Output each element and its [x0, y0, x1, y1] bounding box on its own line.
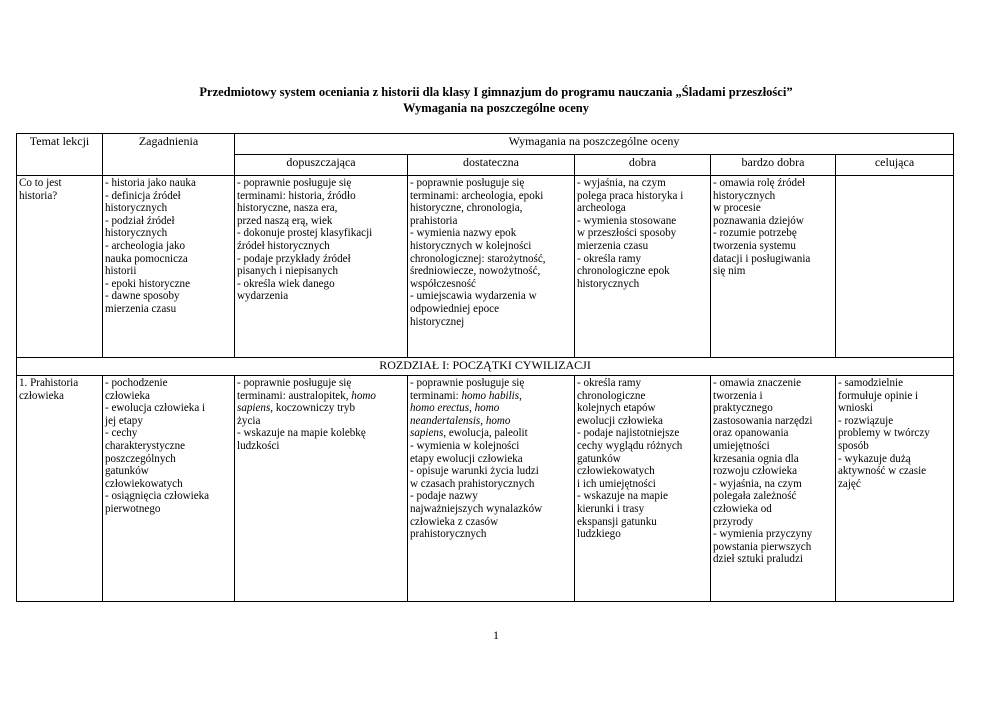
text-line: ekspansji gatunku: [577, 515, 657, 528]
text-line: poszczególnych: [105, 452, 176, 465]
cell-grade-6: [836, 176, 954, 358]
text-line: - rozwiązuje: [838, 414, 894, 427]
text-line: w procesie: [713, 202, 761, 215]
text-run: ,: [519, 389, 522, 402]
text-line: historycznych: [105, 202, 168, 215]
text-line: przyrody: [713, 515, 754, 528]
text-line: sposób: [838, 439, 869, 452]
text-line: [237, 402, 405, 415]
text-run: ,: [480, 414, 486, 427]
text-line: charakterystyczne: [105, 439, 186, 452]
text-line: [410, 390, 572, 403]
text-line: zajęć: [838, 477, 861, 490]
header-grade-6: celująca: [836, 155, 954, 176]
requirements-table: [16, 133, 954, 602]
header-topic: Temat lekcji: [17, 134, 103, 176]
text-line: - podaje najistotniejsze: [577, 427, 680, 440]
text-run: ,: [469, 402, 475, 415]
text-line: - podział źródeł: [105, 214, 175, 227]
text-lines: [237, 415, 405, 453]
text-line: przed naszą erą, wiek: [237, 214, 333, 227]
text-line: - dokonuje prostej klasyfikacji: [237, 227, 373, 240]
text-line: - określa ramy: [577, 377, 642, 389]
text-line: powstania pierwszych: [713, 540, 812, 553]
text-line: ludzkości: [237, 439, 280, 452]
text-line: krzesania ognia dla: [713, 452, 799, 465]
text-line: prahistorycznych: [410, 528, 487, 541]
text-run: terminami:: [410, 389, 462, 402]
text-line: człowieka od: [713, 502, 772, 515]
text-line: - wyjaśnia, na czym: [577, 177, 666, 189]
header-requirements: Wymagania na poszczególne oceny: [235, 134, 954, 155]
text-line: polega praca historyka i: [577, 189, 684, 202]
text-run: , ewolucja, paleolit: [443, 427, 528, 440]
document-subtitle: Wymagania na poszczególne oceny: [403, 101, 589, 115]
text-line: [410, 427, 572, 440]
text-line: w przeszłości sposoby: [577, 227, 677, 240]
text-line: terminami: archeologia, epoki: [410, 189, 544, 202]
cell-topic: [17, 376, 103, 602]
text-line: - wyjaśnia, na czym: [713, 477, 802, 490]
text-line: pisanych i niepisanych: [237, 265, 339, 278]
text-line: cechy wyglądu różnych: [577, 439, 683, 452]
text-line: prahistoria: [410, 214, 458, 227]
text-line: źródeł historycznych: [237, 239, 330, 252]
text-line: [237, 390, 405, 403]
text-line: gatunków: [577, 452, 621, 465]
cell-issues: [103, 176, 235, 358]
text-line: ludzkiego: [577, 528, 621, 541]
text-line: wnioski: [838, 402, 874, 415]
text-line: - podaje nazwy: [410, 490, 478, 503]
text-line: historycznych: [713, 189, 776, 202]
text-line: ewolucji człowieka: [577, 414, 663, 427]
text-line: jej etapy: [105, 414, 143, 427]
text-line: się nim: [713, 265, 746, 278]
text-line: - poprawnie posługuje się: [410, 177, 525, 189]
text-line: rozwoju człowieka: [713, 465, 798, 478]
cell-topic: [17, 176, 103, 358]
text-run-italic: sapiens: [237, 402, 271, 415]
text-line: poznawania dziejów: [713, 214, 804, 227]
text-line: problemy w twórczy: [838, 427, 930, 440]
text-line: historii: [105, 265, 137, 278]
text-line: - historia jako nauka: [105, 177, 196, 189]
text-line: - opisuje warunki życia ludzi: [410, 465, 539, 478]
text-line: - dawne sposoby: [105, 290, 180, 303]
text-line: pierwotnego: [105, 502, 161, 515]
text-line: - wskazuje na mapie kolebkę: [237, 427, 366, 440]
text-line: chronologiczne epok: [577, 265, 670, 278]
text-line: - wymienia przyczyny: [713, 528, 813, 541]
text-line: człowieka z czasów: [410, 515, 499, 528]
table-row: [17, 376, 954, 602]
document-title: Przedmiotowy system oceniania z historii dla klasy I gimnazjum do programu nauczania „Śladami przeszłości”: [199, 85, 793, 99]
text-run-italic: homo erectus: [410, 402, 470, 415]
text-line: współczesność: [410, 277, 476, 290]
text-line: historycznej: [410, 315, 465, 328]
text-line: kolejnych etapów: [577, 402, 656, 415]
text-line: nauka pomocnicza: [105, 252, 188, 265]
text-line: historycznych: [105, 227, 168, 240]
text-line: wydarzenia: [237, 290, 289, 303]
cell-grade-2: [235, 376, 408, 602]
text-line: Co to jest: [19, 177, 62, 189]
text-line: - określa wiek danego: [237, 277, 335, 290]
text-line: oraz opanowania: [713, 427, 789, 440]
text-line: - wskazuje na mapie: [577, 490, 668, 503]
text-line: chronologiczne: [577, 389, 646, 402]
text-line: - archeologia jako: [105, 239, 186, 252]
text-line: najważniejszych wynalazków: [410, 502, 543, 515]
text-line: dzieł sztuki praludzi: [713, 553, 803, 566]
text-line: praktycznego: [713, 402, 773, 415]
header-grade-3: dostateczna: [408, 155, 575, 176]
text-line: - poprawnie posługuje się: [410, 377, 525, 389]
header-grade-4: dobra: [575, 155, 711, 176]
cell-grade-5: [711, 176, 836, 358]
text-line: i ich umiejętności: [577, 477, 656, 490]
text-line: człowieka: [105, 389, 150, 402]
cell-grade-4: [575, 376, 711, 602]
text-line: tworzenia i: [713, 389, 763, 402]
text-line: 1. Prahistoria: [19, 377, 79, 389]
text-line: chronologicznej: starożytność,: [410, 252, 546, 265]
cell-grade-5: [711, 376, 836, 602]
text-line: historycznych: [577, 277, 640, 290]
table-row: [17, 176, 954, 358]
text-line: archeologa: [577, 202, 626, 215]
text-line: umiejętności: [713, 439, 770, 452]
text-line: - podaje przykłady źródeł: [237, 252, 351, 265]
text-line: aktywność w czasie: [838, 465, 927, 478]
text-line: - wymienia stosowane: [577, 214, 677, 227]
text-line: formułuje opinie i: [838, 389, 919, 402]
text-run-italic: homo: [485, 414, 511, 427]
cell-grade-3: [408, 376, 575, 602]
header-grade-5: bardzo dobra: [711, 155, 836, 176]
text-line: życia: [237, 414, 261, 427]
text-line: - określa ramy: [577, 252, 642, 265]
text-line: - poprawnie posługuje się: [237, 377, 352, 389]
text-line: - omawia rolę źródeł: [713, 177, 806, 189]
text-line: - rozumie potrzebę: [713, 227, 797, 240]
text-run-italic: homo habilis: [461, 389, 520, 402]
text-line: - omawia znaczenie: [713, 377, 802, 389]
text-line: polegała zależność: [713, 490, 797, 503]
text-run: , koczowniczy tryb: [270, 402, 355, 415]
text-line: - wymienia w kolejności: [410, 439, 520, 452]
text-line: historycznych w kolejności: [410, 239, 532, 252]
cell-grade-4: [575, 176, 711, 358]
text-line: kierunki i trasy: [577, 502, 645, 515]
text-line: historyczne, chronologia,: [410, 202, 523, 215]
text-line: - wykazuje dużą: [838, 452, 911, 465]
text-line: średniowiecze, nowożytność,: [410, 265, 541, 278]
chapter-heading: ROZDZIAŁ I: POCZĄTKI CYWILIZACJI: [17, 358, 954, 376]
text-line: - pochodzenie: [105, 377, 168, 389]
text-line: człowiekowatych: [577, 465, 655, 478]
text-line: [410, 415, 572, 428]
text-line: etapy ewolucji człowieka: [410, 452, 523, 465]
text-line: zastosowania narzędzi: [713, 414, 813, 427]
cell-grade-2: [235, 176, 408, 358]
text-line: tworzenia systemu: [713, 239, 796, 252]
text-line: datacji i posługiwania: [713, 252, 811, 265]
text-line: - ewolucja człowieka i: [105, 402, 206, 415]
text-line: - wymienia nazwy epok: [410, 227, 517, 240]
text-line: historia?: [19, 189, 58, 202]
text-run-italic: homo: [474, 402, 500, 415]
text-line: - epoki historyczne: [105, 277, 191, 290]
cell-issues: [103, 376, 235, 602]
cell-grade-6: [836, 376, 954, 602]
text-run-italic: sapiens: [410, 427, 444, 440]
text-lines: [410, 440, 572, 541]
cell-grade-3: [408, 176, 575, 358]
text-line: - definicja źródeł: [105, 189, 181, 202]
text-line: terminami: historia, źródło: [237, 189, 356, 202]
text-line: mierzenia czasu: [577, 239, 649, 252]
text-line: gatunków: [105, 465, 149, 478]
text-line: - cechy: [105, 427, 138, 440]
text-run-italic: neandertalensis: [410, 414, 481, 427]
text-line: - samodzielnie: [838, 377, 903, 389]
text-run: terminami: australopitek,: [237, 389, 352, 402]
text-line: mierzenia czasu: [105, 302, 177, 315]
header-issues: Zagadnienia: [103, 134, 235, 176]
text-line: - poprawnie posługuje się: [237, 177, 352, 189]
text-run-italic: homo: [351, 389, 376, 402]
text-line: - osiągnięcia człowieka: [105, 490, 210, 503]
text-line: w czasach prahistorycznych: [410, 477, 535, 490]
text-line: - umiejscawia wydarzenia w: [410, 290, 537, 303]
page-number: 1: [493, 628, 499, 642]
text-line: człowieka: [19, 389, 64, 402]
text-line: odpowiedniej epoce: [410, 302, 500, 315]
text-line: historyczne, nasza era,: [237, 202, 338, 215]
text-line: [410, 402, 572, 415]
text-line: człowiekowatych: [105, 477, 183, 490]
header-grade-2: dopuszczająca: [235, 155, 408, 176]
